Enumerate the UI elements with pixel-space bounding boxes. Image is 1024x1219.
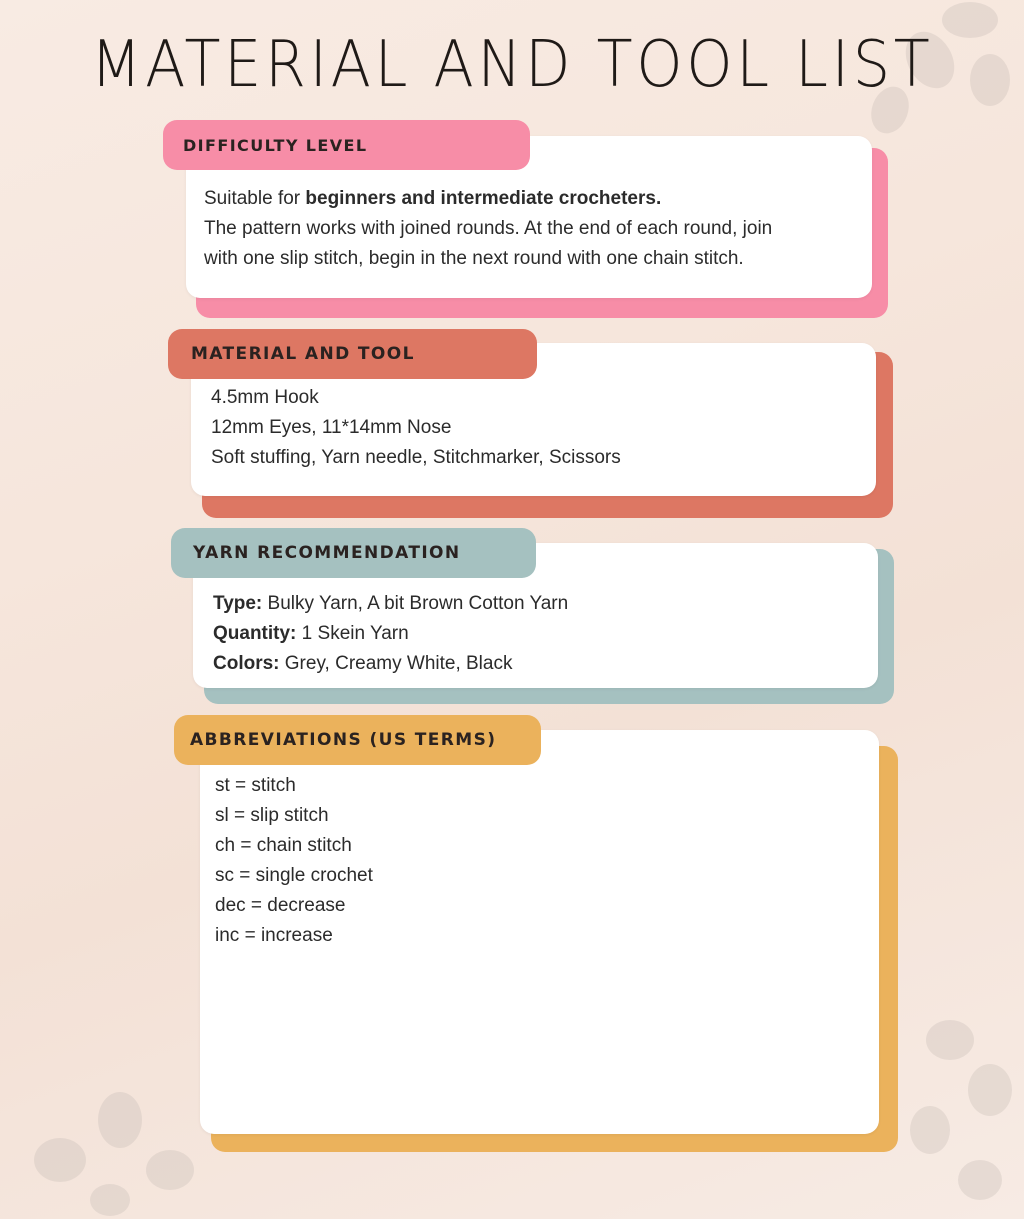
yarn-quantity-row [213, 619, 568, 649]
abbreviation-item: inc = increase [215, 925, 333, 946]
yarn-type-label: Type: [213, 593, 263, 614]
abbreviations-heading: ABBREVIATIONS (US TERMS) [174, 715, 541, 765]
difficulty-intro-line [204, 184, 772, 214]
difficulty-intro: Suitable for [204, 188, 306, 209]
yarn-colors-row [213, 649, 568, 679]
page-title: MATERIAL AND TOOL LIST [90, 28, 934, 102]
difficulty-heading: DIFFICULTY LEVEL [163, 120, 530, 170]
leaf-decoration-bottom-left [20, 1080, 220, 1219]
abbreviation-item: ch = chain stitch [215, 835, 352, 856]
difficulty-description-line: with one slip stitch, begin in the next round with one chain stitch. [204, 248, 744, 269]
abbreviation-item: sl = slip stitch [215, 805, 329, 826]
yarn-heading: YARN RECOMMENDATION [171, 528, 536, 578]
material-heading: MATERIAL AND TOOL [168, 329, 537, 379]
abbreviation-item: dec = decrease [215, 895, 346, 916]
yarn-quantity-label: Quantity: [213, 623, 297, 644]
difficulty-description-line: The pattern works with joined rounds. At the end of each round, join [204, 218, 773, 239]
yarn-quantity-value: 1 Skein Yarn [296, 623, 409, 644]
difficulty-level-text: beginners and intermediate crocheters. [305, 188, 662, 209]
yarn-colors-value: Grey, Creamy White, Black [279, 653, 513, 674]
abbreviation-item: sc = single crochet [215, 865, 373, 886]
abbreviations-card [200, 730, 879, 1134]
material-item: 12mm Eyes, 11*14mm Nose [211, 417, 452, 438]
yarn-colors-label: Colors: [213, 653, 280, 674]
abbreviation-item: st = stitch [215, 775, 296, 796]
yarn-type-row [213, 589, 568, 619]
material-item: Soft stuffing, Yarn needle, Stitchmarker, Scissors [211, 447, 621, 468]
yarn-type-value: Bulky Yarn, A bit Brown Cotton Yarn [262, 593, 569, 614]
leaf-decoration-bottom-right [890, 1000, 1024, 1219]
material-item: 4.5mm Hook [211, 387, 319, 408]
